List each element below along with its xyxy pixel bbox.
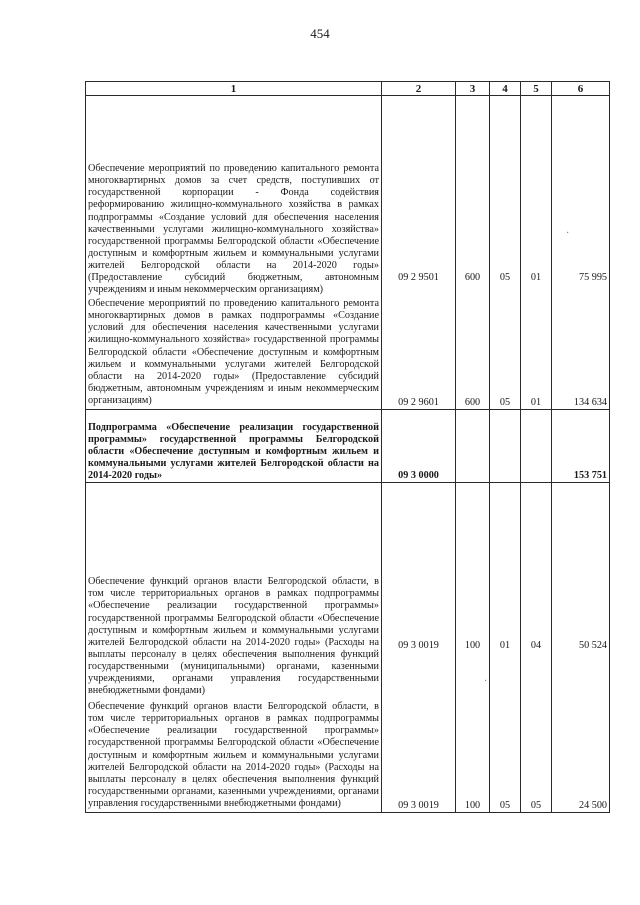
cell-vr: [456, 483, 490, 813]
sum-value: 75 995: [578, 271, 607, 283]
code-value: 09 2 9501: [398, 271, 439, 283]
cell-sum: [552, 96, 610, 410]
sum-value: 134 634: [573, 396, 607, 408]
code-value: 09 3 0019: [398, 799, 439, 811]
row-description-text: Обеспечение мероприятий по проведению капитального ремонта многоквартирных домов за счет средств, поступивших от государственной корпорации - Фонда содействия реформированию жилищно-коммунального хозяйства в рамках подпрограммы «Создание условий для обеспечения населения качественными услугами жилищно-коммунального хозяйства» государственной программы Белгородской области «Обеспечение доступным и комфортным жильем и коммунальными услугами жителей Белгородской области на 2014-2020 годы» (Предоставление субсидий бюджетным, автономным учреждениям и иным некоммерческим организациям): [88, 163, 379, 296]
column-header: 5: [521, 82, 552, 96]
cell-code: [382, 96, 456, 410]
rz-value: 05: [499, 271, 511, 283]
scan-speck: ·: [484, 676, 488, 687]
column-header: 3: [456, 82, 490, 96]
vr-value: 600: [464, 271, 481, 283]
row-description: [86, 483, 382, 813]
cell-sum: [552, 483, 610, 813]
column-header: 6: [552, 82, 610, 96]
rz-value: 05: [499, 799, 511, 811]
cell-pr: [521, 96, 552, 410]
cell-pr: [521, 483, 552, 813]
row-description-text: Обеспечение мероприятий по проведению капитального ремонта многоквартирных домов в рамках подпрограммы «Создание условий для обеспечения населения качественными услугами жилищно-коммунального хозяйства» государственной программы Белгородской области «Обеспечение доступным и комфортным жильем и коммунальными услугами жителей Белгородской области на 2014-2020 годы» (Предоставление субсидий бюджетным, автономным учреждениям и иным некоммерческим организациям): [88, 298, 379, 406]
code-value: 09 3 0019: [398, 639, 439, 651]
cell-vr: [456, 410, 490, 483]
cell-pr: [521, 410, 552, 483]
table-row: [86, 483, 610, 813]
column-header: 4: [490, 82, 521, 96]
budget-table: [85, 81, 610, 813]
pr-value: 05: [530, 799, 542, 811]
column-header: 1: [86, 82, 382, 96]
cell-rz: [490, 410, 521, 483]
row-description: [86, 96, 382, 410]
cell-code: [382, 483, 456, 813]
row-description: Подпрограмма «Обеспечение реализации государственной программы» государственной программы Белгородской области «Обеспечение доступным и комфортным жильем и коммунальными услугами жителей Белгородской области на 2014-2020 годы»: [86, 410, 382, 483]
table-row-subprogram: [86, 410, 610, 483]
vr-value: 100: [464, 639, 481, 651]
pr-value: 01: [530, 271, 542, 283]
row-description-text: Обеспечение функций органов власти Белгородской области, в том числе территориальных органов в рамках подпрограммы «Обеспечение реализации государственной программы» государственной программы Белгородской области «Обеспечение доступным и комфортным жильем и коммунальными услугами жителей Белгородской области на 2014-2020 годы» (Расходы на выплаты персоналу в целях обеспечения выполнения функций государственными органами, казенными учреждениями, органами управления государственными внебюджетными фондами): [88, 701, 379, 809]
vr-value: 600: [464, 396, 481, 408]
cell-rz: [490, 483, 521, 813]
table-row: [86, 96, 610, 410]
row-description-text: Обеспечение функций органов власти Белгородской области, в том числе территориальных органов в рамках подпрограммы «Обеспечение реализации государственной программы» государственной программы Белгородской области «Обеспечение доступным и комфортным жильем и коммунальными услугами жителей Белгородской области на 2014-2020 годы» (Расходы на выплаты персоналу в целях обеспечения выполнения функций государственными (муниципальными) органами, казенными учреждениями, органами управления государственными внебюджетными фондами): [88, 576, 379, 697]
page-number: 454: [310, 26, 330, 41]
cell-code: 09 3 0000: [382, 410, 456, 483]
vr-value: 100: [464, 799, 481, 811]
scan-speck: ·: [566, 228, 570, 239]
rz-value: 01: [499, 639, 511, 651]
pr-value: 04: [530, 639, 542, 651]
cell-sum: 153 751: [552, 410, 610, 483]
sum-value: 24 500: [578, 799, 607, 811]
table-header-row: [86, 82, 610, 96]
code-value: 09 2 9601: [398, 396, 439, 408]
cell-vr: [456, 96, 490, 410]
cell-rz: [490, 96, 521, 410]
sum-value: 50 524: [578, 639, 607, 651]
pr-value: 01: [530, 396, 542, 408]
column-header: 2: [382, 82, 456, 96]
rz-value: 05: [499, 396, 511, 408]
